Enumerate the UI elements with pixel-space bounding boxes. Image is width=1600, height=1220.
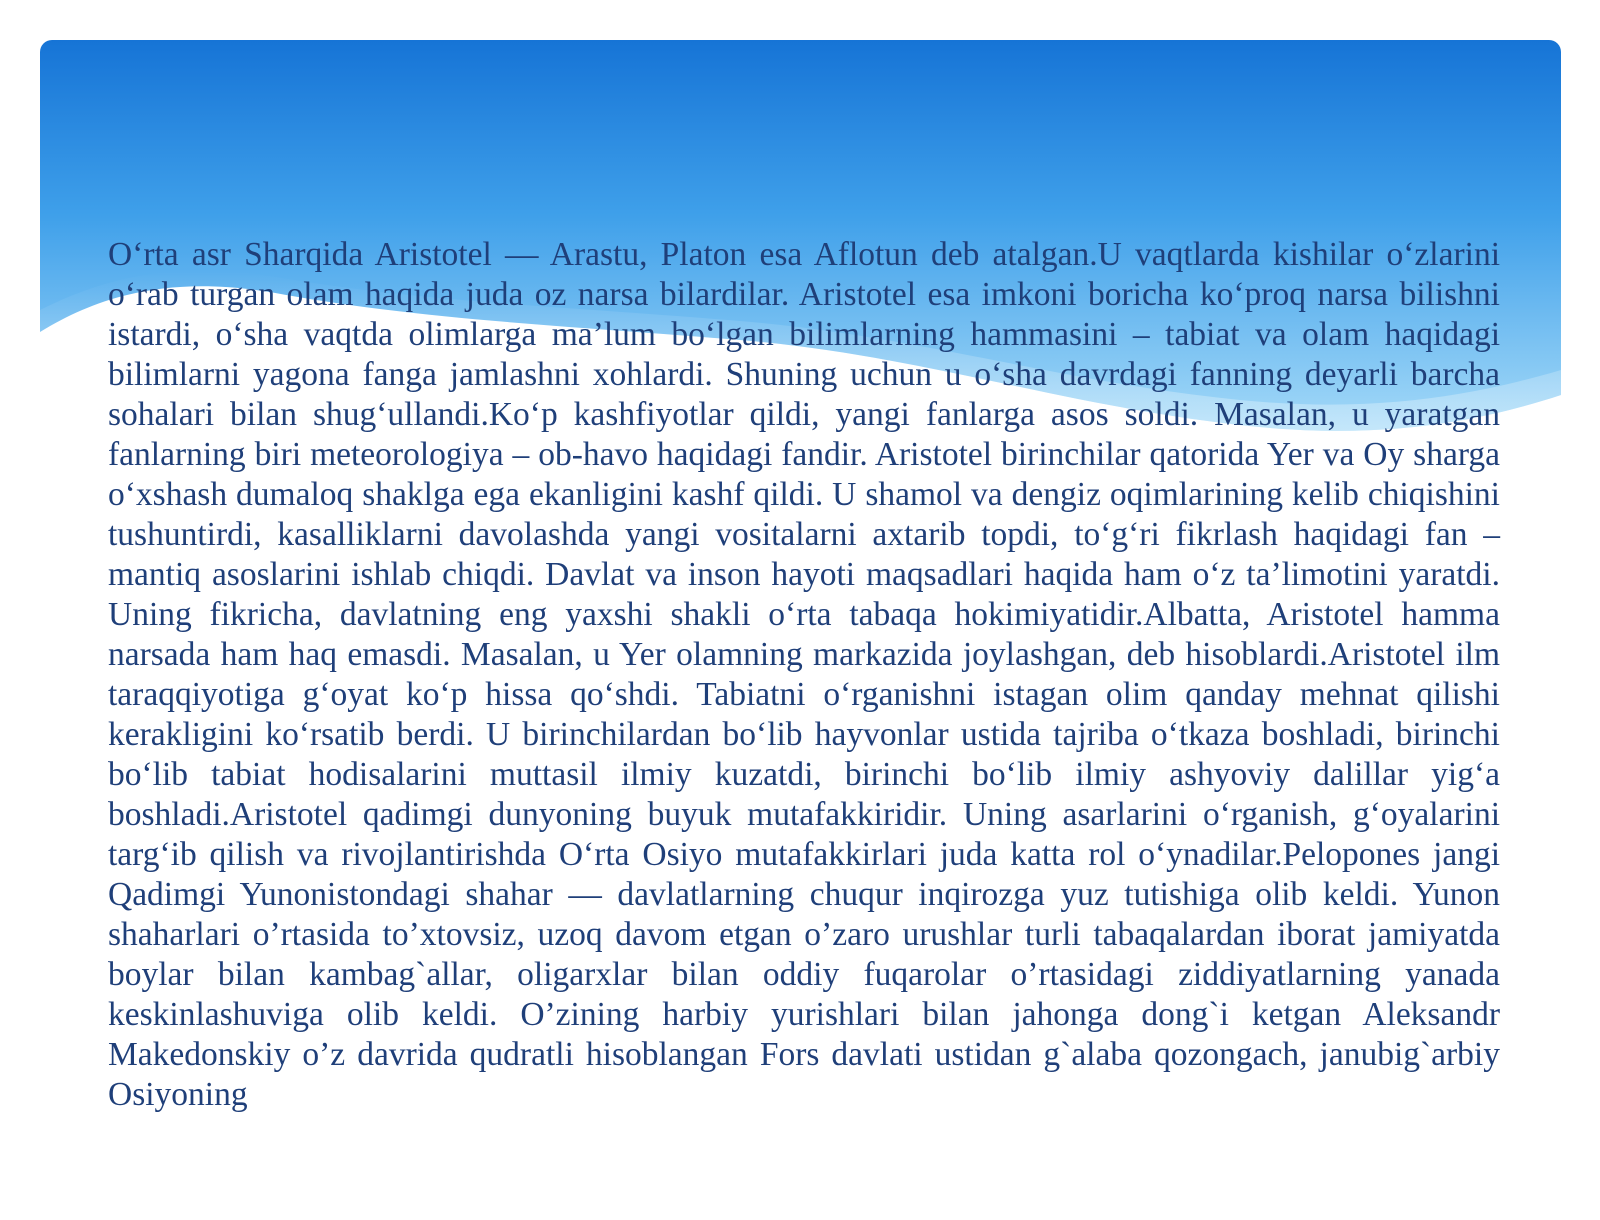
slide [40, 40, 1561, 1220]
body-paragraph: O‘rta asr Sharqida Aristotel — Arastu, Platon esa Aflotun deb atalgan.U vaqtlarda kishilar o‘zlarini o‘rab turgan olam haqida juda oz narsa bilardilar. Aristotel esa imkoni boricha ko‘proq narsa bilishni istardi, o‘sha vaqtda olimlarga ma’lum bo‘lgan bilimlarning hammasini – tabiat va olam haqidagi bilimlarni yagona fanga jamlashni xohlardi. Shuning uchun u o‘sha davrdagi fanning deyarli barcha sohalari bilan shug‘ullandi.Ko‘p kashfiyotlar qildi, yangi fanlarga asos soldi. Masalan, u yaratgan fanlarning biri meteorologiya – ob-havo haqidagi fandir. Aristotel birinchilar qatorida Yer va Oy sharga o‘xshash dumaloq shaklga ega ekanligini kashf qildi. U shamol va dengiz oqimlarining kelib chiqishini tushuntirdi, kasalliklarni davolashda yangi vositalarni axtarib topdi, to‘g‘ri fikrlash haqidagi fan – mantiq asoslarini ishlab chiqdi. Davlat va inson hayoti maqsadlari haqida ham o‘z ta’limotini yaratdi. Uning fikricha, davlatning eng yaxshi shakli o‘rta tabaqa hokimiyatidir.Albatta, Aristotel hamma narsada ham haq emasdi. Masalan, u Yer olamning markazida joylashgan, deb hisoblardi.Aristotel ilm taraqqiyotiga g‘oyat ko‘p hissa qo‘shdi. Tabiatni o‘rganishni istagan olim qanday mehnat qilishi kerakligini ko‘rsatib berdi. U birinchilardan bo‘lib hayvonlar ustida tajriba o‘tkaza boshladi, birinchi bo‘lib tabiat hodisalarini muttasil ilmiy kuzatdi, birinchi bo‘lib ilmiy ashyoviy dalillar yig‘a boshladi.Aristotel qadimgi dunyoning buyuk mutafakkiridir. Uning asarlarini o‘rganish, g‘oyalarini targ‘ib qilish va rivojlantirishda O‘rta Osiyo mutafakkirlari juda katta rol o‘ynadilar.Pelopones jangi Qadimgi Yunonistondagi shahar — davlatlarning chuqur inqirozga yuz tutishiga olib keldi. Yunon shaharlari o’rtasida to’xtovsiz, uzoq davom etgan o’zaro urushlar turli tabaqalardan iborat jamiyatda boylar bilan kambag`allar, oligarxlar bilan oddiy fuqarolar o’rtasidagi ziddiyatlarning yanada keskinlashuviga olib keldi. O’zining harbiy yurishlari bilan jahonga dong`i ketgan Aleksandr Makedonskiy o’z davrida qudratli hisoblangan Fors davlati ustidan g`alaba qozongach, janubig`arbiy Osiyoning [108, 236, 1500, 1113]
